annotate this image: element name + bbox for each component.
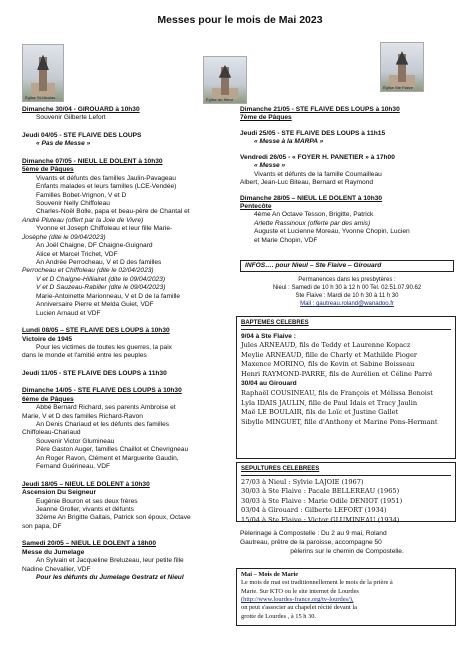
baptism-place: 30/04 au Girouard <box>241 380 297 388</box>
liturgy-day: 5ème de Pâques <box>22 166 74 174</box>
mass-heading: Vendredi 26/05 - « FOYER H. PANETIER » à 17h00 <box>240 153 395 161</box>
intention: Marie-Antoinette Marionneau, V et D de la famille <box>36 292 181 300</box>
intention: Pour les victimes de toutes les guerres, la paix <box>36 343 172 351</box>
permanences-nieul: Nieul : Samedi de 10 h 30 à 12 h 00 Tel. 02.51.07.90.62 <box>272 285 422 292</box>
church-photo-left <box>22 44 64 102</box>
intention: An Sylvain et Jacqueline Breluzeau, leur petite fille <box>36 557 184 565</box>
intention: An Joël Chaigne, DF Chaigne-Guignard <box>36 242 153 250</box>
mass-heading: Dimanche 30/04 - GIROUARD à 10h30 <box>22 106 140 113</box>
mai-line: Le mois de mai est traditionnellement le mois de la prière à <box>241 579 393 587</box>
pelerinage-line: Pèlerinage à Compostelle : Du 2 au 9 mai, Roland <box>240 530 387 537</box>
mass-note: « Pas de Messe » <box>36 140 91 148</box>
mass-entry <box>22 370 232 378</box>
intention: An Denis Chariaud et les défunts des familles <box>36 421 170 428</box>
permanences-ste-flaive: Ste Flaive : Mardi de 10 h 30 à 11 h 30 <box>295 293 399 300</box>
mass-heading: Jeudi 04/05 - STE FLAIVE DES LOUPS <box>22 131 142 139</box>
intention: Souvenir Victor Glumineau <box>36 437 115 445</box>
photo-caption: Église St-Nicolas <box>25 94 56 100</box>
mass-heading: Lundi 08/05 – STE FLAIVE DES LOUPS à 10h30 <box>22 327 170 335</box>
intention: André Pluteau (offert par la Joie de Vivre) <box>22 216 144 224</box>
intention: Perrocheau et Chiffoleau (dite le 02/04/2023) <box>22 267 154 275</box>
mass-entry <box>22 132 232 149</box>
mass-heading: Jeudi 18/05 – NIEUL LE DOLENT à 10h30 <box>22 480 150 488</box>
mass-heading: Dimanche 07/05 - NIEUL LE DOLENT à 10h30 <box>22 157 163 165</box>
intention: Familles Bobet-Vrignon, V et D <box>36 191 127 199</box>
baptism-item: Jules ARNEAUD, fils de Teddy et Laurenne Kopacz <box>241 341 411 350</box>
pelerinage-line: pèlerins sur le chemin de Compostelle. <box>290 547 404 555</box>
left-column <box>22 106 232 591</box>
pelerinage-line: Gautreau, prêtre de la paroisse, accompagne 50 <box>240 538 382 546</box>
church-photo-right <box>380 42 424 92</box>
intention: Vivants et défunts des familles Jaulin-Pavageau <box>36 174 176 182</box>
intention: Chiffoleau-Chariaud <box>22 429 81 437</box>
baptism-item: Raphaël COUSINEAU, fils de François et Mélissa Benoist <box>241 388 433 397</box>
infos-title: INFOS…. pour Nieul – Ste Flaive – Girouard <box>245 262 382 269</box>
intention: Souvenir Gilberte Lefort <box>36 114 106 122</box>
baptism-item: Henri RAYMOND-PARRE, fils de Aurélien et Céline Parré <box>241 369 433 378</box>
photo-caption: Église Ste Flaive <box>383 84 413 90</box>
intention: Pour les défunts du Jumelage Gestratz et Nieul <box>36 574 184 581</box>
liturgy-day: Victoire de 1945 <box>22 335 73 343</box>
mois-de-marie-box <box>236 568 456 626</box>
funeral-item: 03/04 à Girouard : Gilberte LEFORT (1934) <box>241 506 387 515</box>
intention: Alice et Marcel Trichet, VDF <box>36 250 118 258</box>
liturgy-day: Messe du Jumelage <box>22 548 85 556</box>
liturgy-day: 7ème de Pâques <box>240 114 292 122</box>
mass-heading: Dimanche 14/05 - STE FLAIVE DES LOUPS à 10h30 <box>22 387 182 395</box>
mass-note: « Messe à la MARPA » <box>254 138 324 146</box>
intention: Père Gaston Auger, familles Chaillot et Chevrigneau <box>36 446 189 454</box>
intention: Nadine Chevallier, VDF <box>22 565 91 573</box>
intention: Auguste et Lucienne Moreau, Yvonne Chopin, Lucien <box>254 228 410 236</box>
church-photo-center <box>203 56 247 104</box>
intention: Jeanne Groller, vivants et défunts <box>36 505 134 513</box>
intention: V et D Sauzeau-Rabiller (dite le 09/04/2023) <box>36 284 166 292</box>
intention: An Roger Ravon, Clément et Marguerite Gaudin, <box>36 454 179 462</box>
intention: Vivants et défunts de la famille Coumailleau <box>254 170 382 178</box>
intention: Marie, V et D des familles Richard-Ravon <box>22 412 143 420</box>
mois-de-marie-title: Mai – Mois de Marie <box>241 571 299 578</box>
baptemes-title: BAPTEMES CELEBRES <box>241 320 309 326</box>
mass-entry <box>22 158 232 318</box>
mass-heading: Dimanche 28/05 – NIEUL LE DOLENT à 10h30 <box>240 194 383 202</box>
permanences-title: Permanences dans les presbytères : <box>298 277 396 283</box>
intention: Anniversaire Pierre et Melda Guiet, VDF <box>36 301 154 309</box>
funeral-item: 27/03 à Nieul : Sylvie LAJOIE (1967) <box>241 477 364 486</box>
intention: Fernand Guérineau, VDF <box>36 463 111 471</box>
mai-line: Marie. Sur KTO ou le site internet de Lourdes <box>241 587 359 595</box>
funeral-item: 30/03 à Ste Flaive : Marie Odile DENIOT (1951) <box>241 496 403 505</box>
intention: Yvonne et Joseph Chiffoleau et leur fille Marie- <box>36 225 173 233</box>
mass-entry <box>22 327 232 361</box>
mass-entry <box>240 106 455 123</box>
intention: V et D Chaigne-Hilliairet (dite le 09/04/2023) <box>36 275 166 283</box>
right-column <box>240 106 455 249</box>
funeral-item: 15/04 à Ste Flaive : Victor GLUMINEAU (1934) <box>241 515 400 524</box>
mass-heading: Dimanche 21/05 - STE FLAIVE DES LOUPS à 10h30 <box>240 106 400 113</box>
baptemes-box <box>236 316 456 459</box>
mai-line: grotte de Lourdes , à 15 h 30. <box>241 612 317 620</box>
mass-entry <box>240 154 455 188</box>
intention: Enfants malades et leurs familles (LCE-Vendée) <box>36 183 177 191</box>
baptism-item: Maxence MORINO, fils de Kevin et Sabine Boisseau <box>241 360 415 369</box>
funeral-item: 30/03 à Ste Flaive : Pacale BELLEREAU (1965) <box>241 487 400 496</box>
mass-entry <box>22 540 232 582</box>
mass-entry <box>22 106 232 123</box>
intention: dans le monde et l'amitié entre les peuples <box>22 352 147 360</box>
baptism-item: Meylie ARNEAUD, fille de Charly et Mathilde Pioger <box>241 350 418 359</box>
intention: Charles-Noël Bolle, papa et beau-père de Chantal et <box>36 208 190 216</box>
intention: Josèphe (dite le 09/04/2023) <box>22 233 106 241</box>
mass-heading: Jeudi 11/05 - STE FLAIVE DES LOUPS à 11h30 <box>22 369 167 377</box>
mass-entry <box>22 481 232 532</box>
intention: Lucien Arnaud et VDF <box>36 309 101 317</box>
mass-entry <box>22 387 232 471</box>
sepultures-box <box>236 462 456 522</box>
liturgy-day: 6ème de Pâques <box>22 395 74 403</box>
intention: et Marie Chopin, VDF <box>254 236 318 244</box>
mass-heading: Samedi 20/05 – NIEUL LE DOLENT à 18h00 <box>22 540 157 548</box>
intention: Souvenir Nelly Chiffoleau <box>36 199 110 207</box>
mass-note: « Messe » <box>254 162 286 170</box>
mass-entry <box>240 195 455 246</box>
page-title: Messes pour le mois de Mai 2023 <box>157 14 323 26</box>
baptism-item: Maë LE BOULAIR, fils de Loïc et Justine Gallet <box>241 408 399 417</box>
liturgy-day: Ascension Du Seigneur <box>22 489 97 497</box>
mass-heading: Jeudi 25/05 - STE FLAIVE DES LOUPS à 11h15 <box>240 129 386 137</box>
sepultures-title: SEPULTURES CELEBREES <box>241 466 320 472</box>
baptism-item: Sibylle MINGUET, fille d'Anthony et Marine Pons-Hermant <box>241 417 438 426</box>
lourdes-link[interactable]: (http://www.lourdes-france.org/tv-lourdes/), <box>241 595 354 603</box>
intention: Albert, Jean-Luc Biteau, Bernard et Raymond <box>240 179 374 187</box>
intention: Eugénie Bouron et ses deux frères <box>36 497 138 505</box>
baptism-place: 9/04 à Ste Flaive : <box>241 332 296 340</box>
intention: An Andrée Perrocheau, V et D des familles <box>36 259 162 266</box>
intention: Arlette Rassinoux (offerte par des amis) <box>254 219 371 227</box>
intention: son papa, DF <box>22 522 62 530</box>
baptism-item: Lyla IDAIS JAULIN, fille de Paul Idais et Tracy Jaulin <box>241 398 418 407</box>
permanences <box>240 276 454 308</box>
pelerinage <box>240 530 454 557</box>
intention: 32ème An Brigitte Gallais, Patrick son époux, Octave <box>36 514 191 522</box>
mai-line: on peut s'associer au chapelet récité devant la <box>241 604 357 612</box>
photo-caption: Église du Nieul <box>206 96 233 102</box>
mass-entry <box>240 130 455 147</box>
contact-mail[interactable]: Mail : gautreau.roland@wanadoo.fr <box>300 301 394 308</box>
infos-box <box>240 260 454 272</box>
liturgy-day: Pentecôte <box>240 202 272 210</box>
intention: 4ème An Octave Tesson, Brigitte, Patrick <box>254 211 374 219</box>
intention: Abbé Bernard Richard, ses parents Ambroise et <box>36 404 176 412</box>
